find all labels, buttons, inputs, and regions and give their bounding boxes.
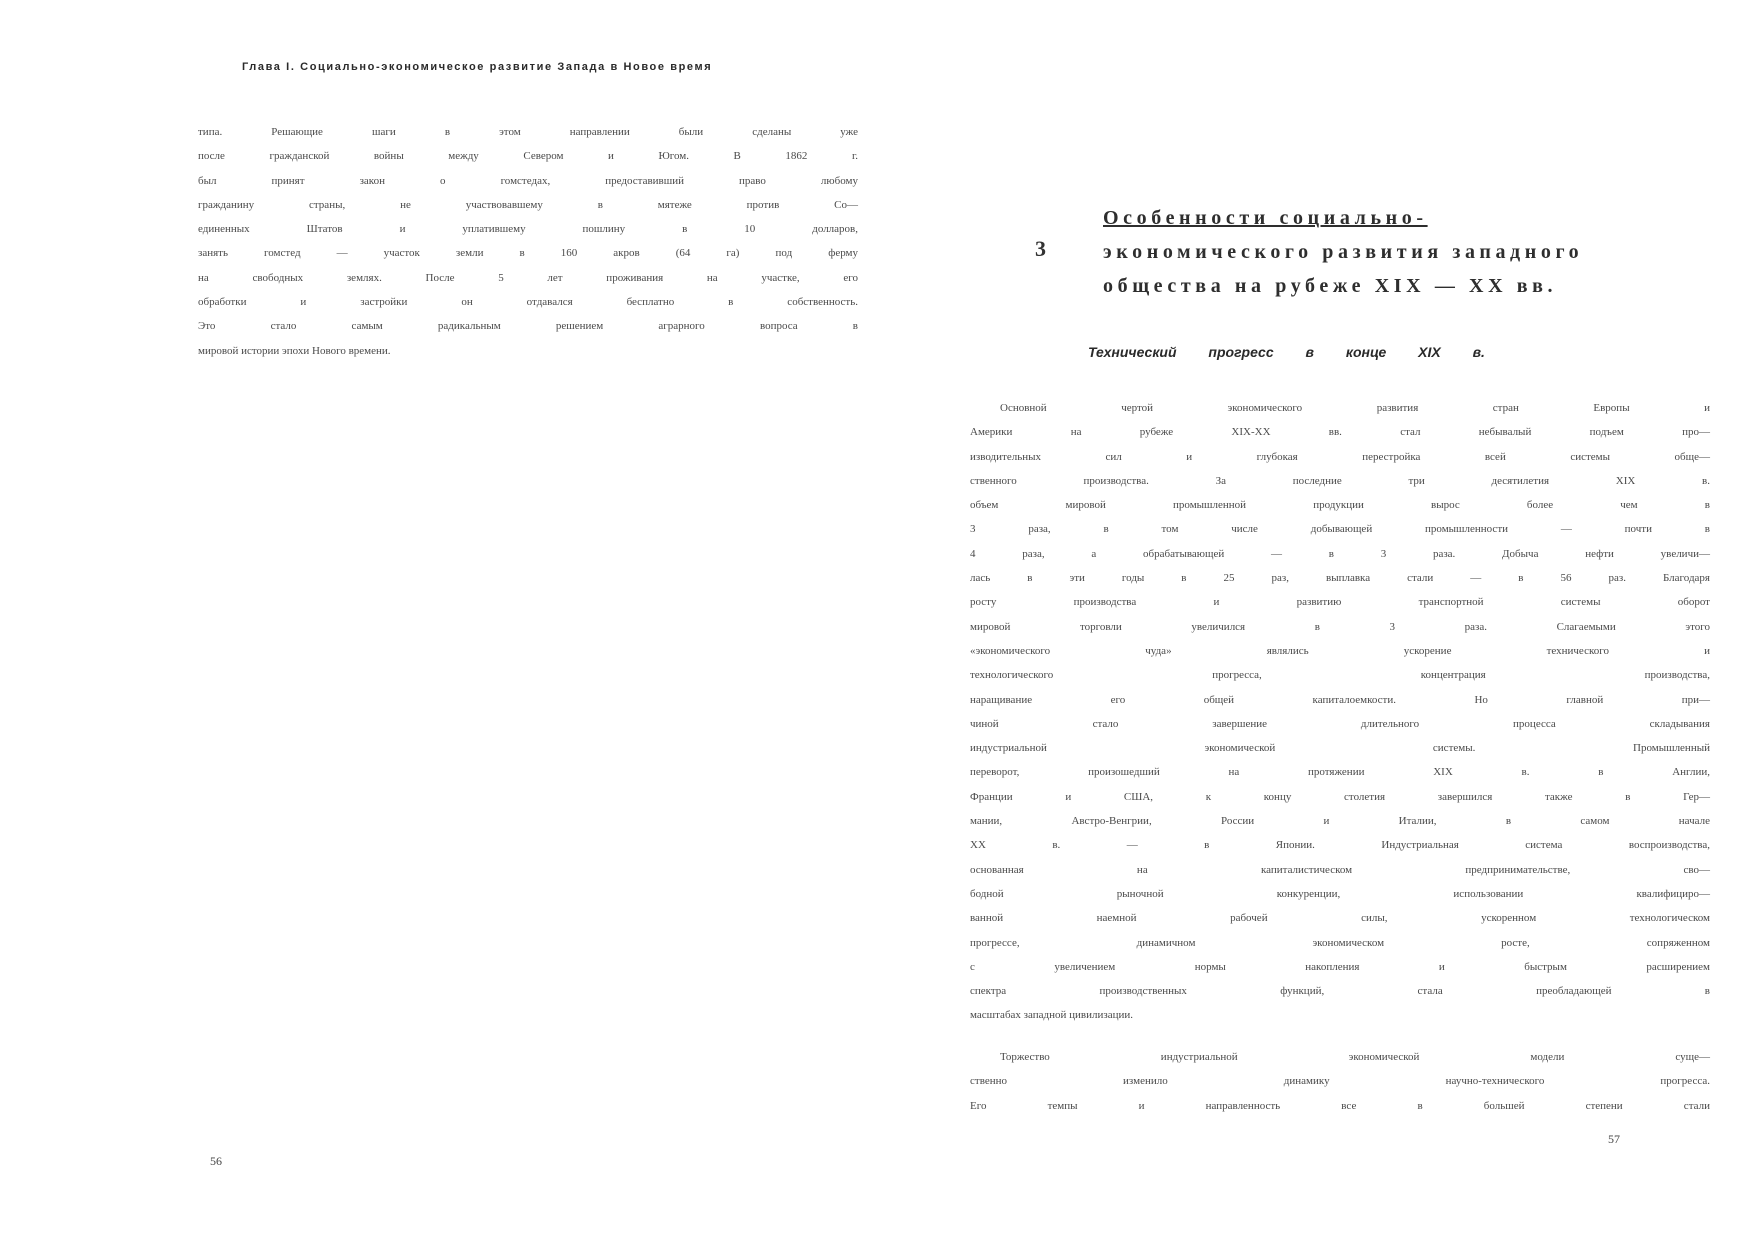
text-line: Это стало самым радикальным решением аграрного вопроса в — [198, 320, 858, 333]
text-line: лась в эти годы в 25 раз, выплавка стали — в 56 раз. Благодаря — [970, 572, 1710, 585]
running-head: Глава I. Социально-экономическое развитие Запада в Новое время — [242, 61, 713, 73]
text-line: был принят закон о гомстедах, предоставивший право любому — [198, 174, 858, 187]
text-line: ственного производства. За последние три десятилетия XIX в. — [970, 474, 1710, 487]
text-line: Франции и США, к концу столетия завершился также в Гер— — [970, 790, 1710, 803]
right-page — [877, 0, 1754, 1239]
text-line: на свободных землях. После 5 лет проживания на участке, его — [198, 271, 858, 284]
text-line: основанная на капиталистическом предпринимательстве, сво— — [970, 863, 1710, 876]
text-line: мировой истории эпохи Нового времени. — [198, 344, 391, 357]
text-line: технологического прогресса, концентрация производства, — [970, 669, 1710, 682]
text-line: обработки и застройки он отдавался бесплатно в собственность. — [198, 296, 858, 309]
page-number-left: 56 — [210, 1154, 222, 1168]
heading-line: экономического развития западного — [1103, 241, 1584, 263]
text-line: «экономического чуда» являлись ускорение технического и — [970, 644, 1710, 657]
text-line: прогрессе, динамичном экономическом росте, сопряженном — [970, 936, 1710, 949]
text-line: переворот, произошедший на протяжении XIX в. в Англии, — [970, 766, 1710, 779]
text-line: мировой торговли увеличился в 3 раза. Слагаемыми этого — [970, 620, 1710, 633]
text-line: Его темпы и направленность все в большей степени стали — [970, 1099, 1710, 1112]
text-line: росту производства и развитию транспортной системы оборот — [970, 596, 1710, 609]
text-line: спектра производственных функций, стала преобладающей в — [970, 985, 1710, 998]
text-line: 4 раза, а обрабатывающей — в 3 раза. Добыча нефти увеличи— — [970, 547, 1710, 560]
text-line: чиной стало завершение длительного процесса складывания — [970, 717, 1710, 730]
text-line: типа. Решающие шаги в этом направлении были сделаны уже — [198, 126, 858, 138]
text-line: наращивание его общей капиталоемкости. Но главной при— — [970, 693, 1710, 706]
section-number: 3 — [1035, 236, 1046, 261]
text-line: Америки на рубеже XIX-XX вв. стал небывалый подъем про— — [970, 426, 1710, 439]
heading-line: общества на рубеже XIX — XX вв. — [1103, 275, 1558, 297]
text-line: Основной чертой экономического развития стран Европы и — [1000, 402, 1710, 414]
text-line: объем мировой промышленной продукции вырос более чем в — [970, 499, 1710, 512]
text-line: занять гомстед — участок земли в 160 акров (64 га) под ферму — [198, 247, 858, 260]
text-line: единенных Штатов и уплатившему пошлину в 10 долларов, — [198, 223, 858, 236]
text-line: 3 раза, в том числе добывающей промышленности — почти в — [970, 523, 1710, 536]
text-line: индустриальной экономической системы. Промышленный — [970, 742, 1710, 755]
heading-line: Особенности социально- — [1103, 207, 1428, 229]
left-body-text — [198, 120, 858, 363]
text-line: мании, Австро-Венгрии, России и Италии, в самом начале — [970, 815, 1710, 828]
text-line: после гражданской войны между Севером и Югом. В 1862 г. — [198, 150, 858, 163]
text-line: гражданину страны, не участвовавшему в мятеже против Со— — [198, 198, 858, 211]
text-line: изводительных сил и глубокая перестройка всей системы обще— — [970, 450, 1710, 463]
text-line: бодной рыночной конкуренции, использовании квалифициро— — [970, 887, 1710, 900]
section-heading — [1103, 201, 1663, 303]
text-line: XX в. — в Японии. Индустриальная система воспроизводства, — [970, 839, 1710, 852]
text-line: масштабах западной цивилизации. — [970, 1009, 1134, 1022]
paragraph-1 — [970, 396, 1710, 1028]
subheading: Технический прогресс в конце XIX в. — [1088, 344, 1485, 360]
text-line: Торжество индустриальной экономической модели суще— — [1000, 1051, 1710, 1063]
text-line: с увеличением нормы накопления и быстрым расширением — [970, 960, 1710, 973]
paragraph-2 — [970, 1045, 1710, 1118]
text-line: ственно изменило динамику научно-технического прогресса. — [970, 1075, 1710, 1088]
page-number-right: 57 — [1608, 1132, 1620, 1146]
text-line: ванной наемной рабочей силы, ускоренном технологическом — [970, 912, 1710, 925]
